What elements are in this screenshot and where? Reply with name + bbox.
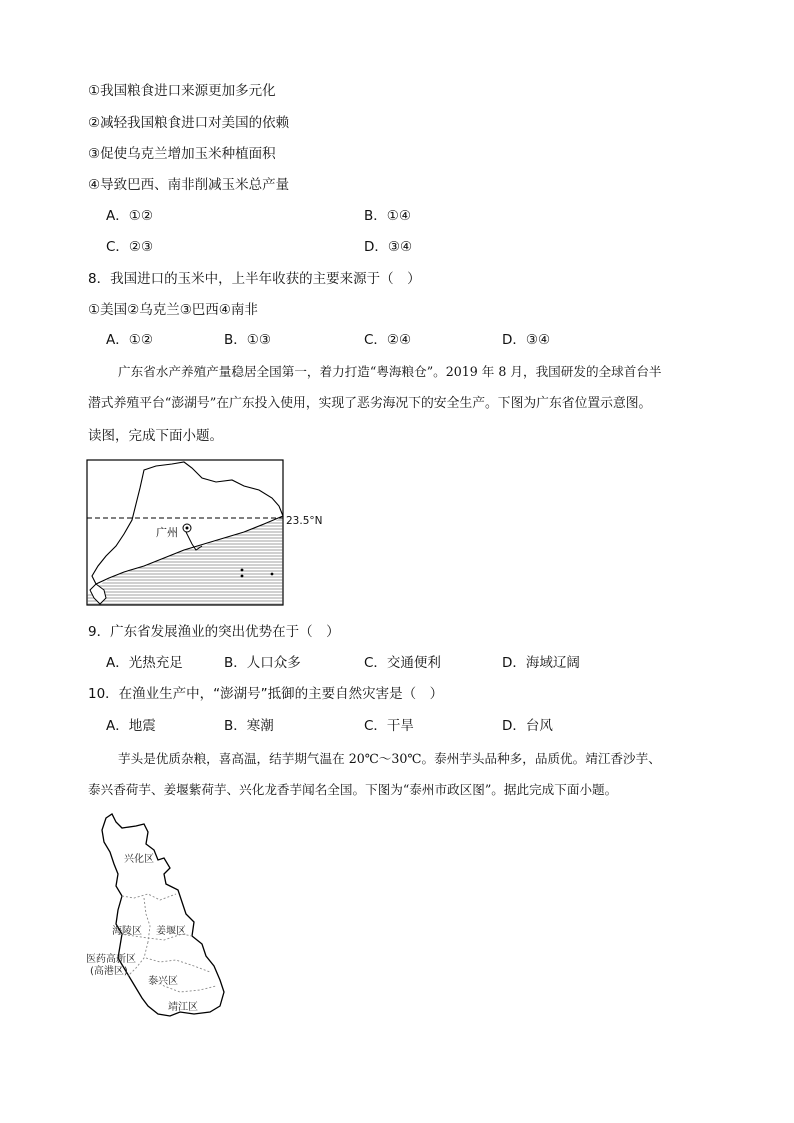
q9-stem: 9．广东省发展渔业的突出优势在于（ ） xyxy=(88,624,340,640)
q8-stem: 8．我国进口的玉米中，上半年收获的主要来源于（ ） xyxy=(88,271,421,287)
q10-stem: 10．在渔业生产中，“澎湖号”抵御的主要自然灾害是（ ） xyxy=(88,686,444,702)
q7-option-c[interactable]: C．②③ xyxy=(106,239,154,255)
passage-guangdong-line-3: 读图，完成下面小题。 xyxy=(88,428,223,444)
passage-guangdong-line-2: 潜式养殖平台“澎湖号”在广东投入使用，实现了恶劣海况下的安全生产。下图为广东省位置示意图。 xyxy=(88,396,652,411)
q8-option-d[interactable]: D．③④ xyxy=(502,332,551,348)
q10-option-a[interactable]: A．地震 xyxy=(106,718,156,734)
district-label-jiangyan: 姜堰区 xyxy=(156,926,186,937)
q7-option-b[interactable]: B．①④ xyxy=(364,208,411,224)
q9-option-a[interactable]: A．光热充足 xyxy=(106,655,183,671)
latitude-label: 23.5°N xyxy=(286,515,323,527)
q8-option-c[interactable]: C．②④ xyxy=(364,332,412,348)
district-label-xinghua: 兴化区 xyxy=(124,854,154,865)
district-label-hailing: 海陵区 xyxy=(112,926,142,937)
passage-guangdong-line-1: 广东省水产养殖产量稳居全国第一，着力打造“粤海粮仓”。2019 年 8 月，我国研发的全球首台半 xyxy=(118,364,662,379)
taizhou-district-map xyxy=(84,810,234,1030)
statement-1: ①我国粮食进口来源更加多元化 xyxy=(88,83,276,99)
statement-3: ③促使乌克兰增加玉米种植面积 xyxy=(88,146,276,162)
q8-choices: ①美国②乌克兰③巴西④南非 xyxy=(88,302,258,318)
q7-option-a[interactable]: A．①② xyxy=(106,208,153,224)
q8-option-b[interactable]: B．①③ xyxy=(224,332,271,348)
q10-option-c[interactable]: C．干旱 xyxy=(364,718,414,734)
q10-option-b[interactable]: B．寒潮 xyxy=(224,718,274,734)
q8-option-a[interactable]: A．①② xyxy=(106,332,153,348)
passage-taizhou-line-2: 泰兴香荷芋、姜堰紫荷芋、兴化龙香芋闻名全国。下图为“泰州市政区图”。据此完成下面小题。 xyxy=(88,782,618,797)
district-label-taixing: 泰兴区 xyxy=(148,976,178,987)
city-label-guangzhou: 广州 xyxy=(156,526,178,539)
district-label-gaogang: (高港区) xyxy=(90,966,128,977)
q9-option-d[interactable]: D．海域辽阔 xyxy=(502,655,580,671)
statement-2: ②减轻我国粮食进口对美国的依赖 xyxy=(88,115,290,131)
q10-option-d[interactable]: D．台风 xyxy=(502,718,553,734)
q9-option-c[interactable]: C．交通便利 xyxy=(364,655,441,671)
statement-4: ④导致巴西、南非削减玉米总产量 xyxy=(88,177,290,193)
district-label-jingjiang: 靖江区 xyxy=(168,1002,198,1013)
district-label-gaoxin: 医药高新区 xyxy=(86,954,136,965)
q7-option-d[interactable]: D．③④ xyxy=(364,239,413,255)
passage-taizhou-line-1: 芋头是优质杂粮，喜高温，结芋期气温在 20℃～30℃。泰州芋头品种多，品质优。靖江香沙芋、 xyxy=(118,751,661,766)
q9-option-b[interactable]: B．人口众多 xyxy=(224,655,301,671)
guangdong-location-map xyxy=(84,458,344,610)
